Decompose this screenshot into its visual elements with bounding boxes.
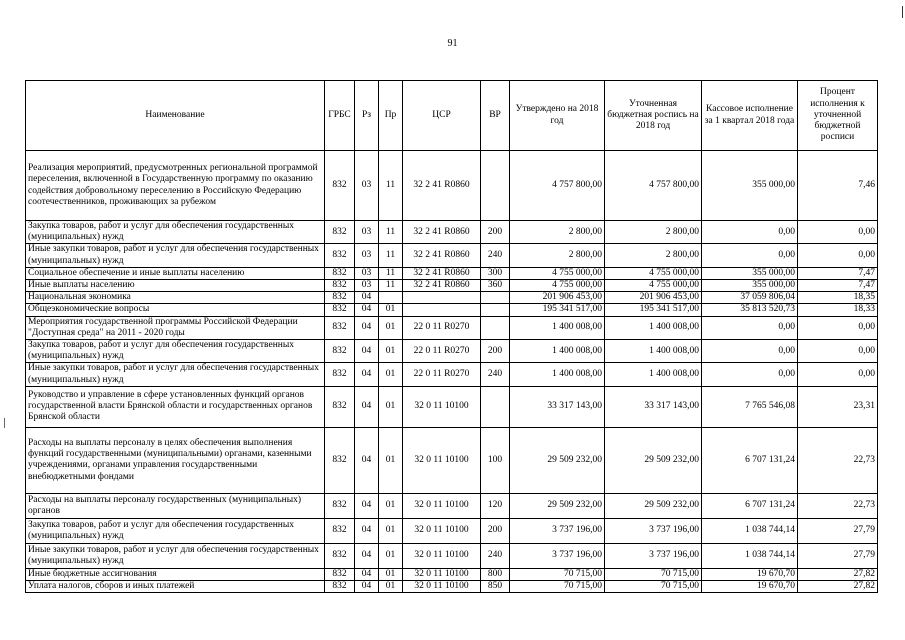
cell-percent: 0,00	[798, 244, 878, 267]
cell-csr: 32 2 41 R0860	[403, 221, 481, 244]
cell-name: Иные закупки товаров, работ и услуг для обеспечения государственных (муниципальных) нужд	[26, 244, 325, 267]
cell-vr	[481, 386, 510, 427]
col-header-grbs: ГРБС	[325, 81, 355, 151]
cell-name: Мероприятия государственной программы Российской Федерации "Доступная среда" на 2011 - 2020 годы	[26, 316, 325, 339]
cell-cash: 0,00	[702, 340, 798, 363]
cell-cash: 1 038 744,14	[702, 543, 798, 568]
cell-approved: 2 800,00	[510, 221, 605, 244]
cell-name: Руководство и управление в сфере установленных функций органов государственной власти Брянской области и государственных органов Брянской области	[26, 386, 325, 427]
col-header-pr: Пр	[379, 81, 403, 151]
cell-name: Закупка товаров, работ и услуг для обеспечения государственных (муниципальных) нужд	[26, 340, 325, 363]
cell-vr: 200	[481, 340, 510, 363]
cell-name: Иные выплаты населению	[26, 280, 325, 292]
table-row	[26, 543, 878, 568]
cell-approved: 29 509 232,00	[510, 427, 605, 493]
cell-grbs: 832	[325, 363, 355, 386]
table-row	[26, 568, 878, 580]
cell-revised: 1 400 008,00	[605, 316, 702, 339]
cell-rz: 04	[355, 543, 379, 568]
cell-name: Закупка товаров, работ и услуг для обеспечения государственных (муниципальных) нужд	[26, 518, 325, 543]
cell-csr	[403, 292, 481, 304]
cell-vr: 240	[481, 244, 510, 267]
col-header-vr: ВР	[481, 81, 510, 151]
cell-grbs: 832	[325, 304, 355, 316]
cell-cash: 7 765 546,08	[702, 386, 798, 427]
cell-cash: 35 813 520,73	[702, 304, 798, 316]
cell-name: Общеэкономические вопросы	[26, 304, 325, 316]
table-row	[26, 340, 878, 363]
cell-csr: 22 0 11 R0270	[403, 363, 481, 386]
cell-csr: 32 2 41 R0860	[403, 151, 481, 221]
cell-pr: 01	[379, 304, 403, 316]
cell-name: Национальная экономика	[26, 292, 325, 304]
table-row	[26, 363, 878, 386]
cell-percent: 27,82	[798, 581, 878, 593]
cell-rz: 03	[355, 151, 379, 221]
cell-cash: 0,00	[702, 244, 798, 267]
cell-revised: 29 509 232,00	[605, 493, 702, 518]
cell-vr	[481, 151, 510, 221]
cell-percent: 0,00	[798, 221, 878, 244]
cell-vr: 800	[481, 568, 510, 580]
cell-percent: 18,33	[798, 304, 878, 316]
cell-rz: 04	[355, 518, 379, 543]
cell-percent: 0,00	[798, 363, 878, 386]
cell-percent: 18,35	[798, 292, 878, 304]
cell-vr: 200	[481, 221, 510, 244]
cell-revised: 201 906 453,00	[605, 292, 702, 304]
cell-cash: 37 059 806,04	[702, 292, 798, 304]
cell-grbs: 832	[325, 340, 355, 363]
cell-revised: 70 715,00	[605, 581, 702, 593]
edge-mark	[4, 418, 5, 428]
cell-name: Закупка товаров, работ и услуг для обеспечения государственных (муниципальных) нужд	[26, 221, 325, 244]
cell-cash: 6 707 131,24	[702, 493, 798, 518]
cell-cash: 1 038 744,14	[702, 518, 798, 543]
cell-cash: 19 670,70	[702, 581, 798, 593]
cell-approved: 4 755 000,00	[510, 280, 605, 292]
cell-name: Расходы на выплаты персоналу в целях обеспечения выполнения функций государственными (муниципальными) органами, казенными учреждениями, органами управления государственными внебюджетными фондами	[26, 427, 325, 493]
cell-revised: 2 800,00	[605, 244, 702, 267]
col-header-revised: Уточненная бюджетная роспись на 2018 год	[605, 81, 702, 151]
cell-vr: 240	[481, 543, 510, 568]
cell-vr: 360	[481, 280, 510, 292]
cell-pr: 01	[379, 568, 403, 580]
cell-grbs: 832	[325, 518, 355, 543]
cell-vr: 240	[481, 363, 510, 386]
cell-approved: 1 400 008,00	[510, 363, 605, 386]
cell-pr: 11	[379, 221, 403, 244]
cell-pr: 01	[379, 363, 403, 386]
cell-percent: 0,00	[798, 340, 878, 363]
page-number: 91	[447, 38, 458, 49]
cell-csr: 32 0 11 10100	[403, 543, 481, 568]
budget-table	[25, 80, 878, 593]
cell-pr: 11	[379, 151, 403, 221]
cell-revised: 4 755 000,00	[605, 267, 702, 279]
cell-rz: 04	[355, 581, 379, 593]
cell-pr: 01	[379, 386, 403, 427]
cell-rz: 04	[355, 363, 379, 386]
cell-approved: 3 737 196,00	[510, 543, 605, 568]
cell-rz: 03	[355, 244, 379, 267]
cell-percent: 7,47	[798, 267, 878, 279]
cell-revised: 3 737 196,00	[605, 518, 702, 543]
cell-vr: 100	[481, 427, 510, 493]
cell-csr: 22 0 11 R0270	[403, 340, 481, 363]
cell-csr: 32 2 41 R0860	[403, 244, 481, 267]
cell-cash: 0,00	[702, 363, 798, 386]
cell-grbs: 832	[325, 267, 355, 279]
table-row	[26, 244, 878, 267]
cell-vr: 850	[481, 581, 510, 593]
cell-rz: 04	[355, 340, 379, 363]
cell-grbs: 832	[325, 427, 355, 493]
cell-grbs: 832	[325, 316, 355, 339]
cell-name: Иные закупки товаров, работ и услуг для обеспечения государственных (муниципальных) нужд	[26, 543, 325, 568]
cell-pr: 11	[379, 267, 403, 279]
cell-name: Расходы на выплаты персоналу государственных (муниципальных) органов	[26, 493, 325, 518]
cell-grbs: 832	[325, 493, 355, 518]
col-header-cash: Кассовое исполнение за 1 квартал 2018 года	[702, 81, 798, 151]
col-header-rz: Рз	[355, 81, 379, 151]
cell-approved: 70 715,00	[510, 568, 605, 580]
cell-pr: 01	[379, 316, 403, 339]
cell-cash: 0,00	[702, 316, 798, 339]
cell-vr	[481, 316, 510, 339]
cell-grbs: 832	[325, 543, 355, 568]
cell-name: Социальное обеспечение и иные выплаты населению	[26, 267, 325, 279]
cell-name: Иные закупки товаров, работ и услуг для обеспечения государственных (муниципальных) нужд	[26, 363, 325, 386]
cell-approved: 201 906 453,00	[510, 292, 605, 304]
cell-percent: 0,00	[798, 316, 878, 339]
cell-revised: 33 317 143,00	[605, 386, 702, 427]
cell-cash: 19 670,70	[702, 568, 798, 580]
cell-rz: 03	[355, 280, 379, 292]
col-header-approved: Утверждено на 2018 год	[510, 81, 605, 151]
cell-revised: 1 400 008,00	[605, 363, 702, 386]
table-row	[26, 221, 878, 244]
col-header-percent: Процент исполнения к уточненной бюджетной росписи	[798, 81, 878, 151]
cell-csr: 32 0 11 10100	[403, 427, 481, 493]
col-header-name: Наименование	[26, 81, 325, 151]
col-header-csr: ЦСР	[403, 81, 481, 151]
cell-rz: 04	[355, 386, 379, 427]
cell-rz: 04	[355, 427, 379, 493]
cell-csr	[403, 304, 481, 316]
cell-cash: 355 000,00	[702, 280, 798, 292]
cell-csr: 22 0 11 R0270	[403, 316, 481, 339]
cell-rz: 04	[355, 493, 379, 518]
cell-revised: 4 757 800,00	[605, 151, 702, 221]
cell-cash: 355 000,00	[702, 151, 798, 221]
table-row	[26, 581, 878, 593]
cell-pr: 01	[379, 340, 403, 363]
cell-csr: 32 0 11 10100	[403, 493, 481, 518]
cell-approved: 33 317 143,00	[510, 386, 605, 427]
table-row	[26, 316, 878, 339]
cell-revised: 1 400 008,00	[605, 340, 702, 363]
cell-pr	[379, 292, 403, 304]
cell-pr: 01	[379, 543, 403, 568]
cell-percent: 23,31	[798, 386, 878, 427]
cell-percent: 27,82	[798, 568, 878, 580]
cell-percent: 27,79	[798, 543, 878, 568]
cell-name: Иные бюджетные ассигнования	[26, 568, 325, 580]
table-header-row	[26, 81, 878, 151]
cell-rz: 04	[355, 568, 379, 580]
cell-grbs: 832	[325, 292, 355, 304]
cell-csr: 32 0 11 10100	[403, 518, 481, 543]
cell-grbs: 832	[325, 151, 355, 221]
cell-revised: 29 509 232,00	[605, 427, 702, 493]
cell-vr: 120	[481, 493, 510, 518]
cell-name: Уплата налогов, сборов и иных платежей	[26, 581, 325, 593]
cell-cash: 355 000,00	[702, 267, 798, 279]
cell-grbs: 832	[325, 221, 355, 244]
cell-approved: 4 755 000,00	[510, 267, 605, 279]
cell-revised: 2 800,00	[605, 221, 702, 244]
table-row	[26, 386, 878, 427]
cell-grbs: 832	[325, 568, 355, 580]
cell-approved: 4 757 800,00	[510, 151, 605, 221]
table-row	[26, 518, 878, 543]
cell-grbs: 832	[325, 244, 355, 267]
cell-approved: 3 737 196,00	[510, 518, 605, 543]
table-row	[26, 280, 878, 292]
cell-pr: 11	[379, 280, 403, 292]
cell-revised: 195 341 517,00	[605, 304, 702, 316]
cell-approved: 1 400 008,00	[510, 316, 605, 339]
cell-csr: 32 2 41 R0860	[403, 267, 481, 279]
edge-mark	[902, 6, 903, 18]
cell-pr: 01	[379, 493, 403, 518]
cell-rz: 04	[355, 304, 379, 316]
cell-rz: 04	[355, 316, 379, 339]
cell-grbs: 832	[325, 280, 355, 292]
cell-cash: 0,00	[702, 221, 798, 244]
cell-rz: 03	[355, 267, 379, 279]
cell-name: Реализация мероприятий, предусмотренных региональной программой переселения, включенной в Государственную программу по оказанию содействия добровольному переселению в Российскую Федерацию соотечественников, проживающих за рубежом	[26, 151, 325, 221]
cell-approved: 70 715,00	[510, 581, 605, 593]
cell-rz: 03	[355, 221, 379, 244]
table-row	[26, 427, 878, 493]
cell-csr: 32 0 11 10100	[403, 581, 481, 593]
cell-revised: 70 715,00	[605, 568, 702, 580]
cell-revised: 3 737 196,00	[605, 543, 702, 568]
table-row	[26, 151, 878, 221]
cell-approved: 1 400 008,00	[510, 340, 605, 363]
cell-approved: 195 341 517,00	[510, 304, 605, 316]
cell-vr	[481, 292, 510, 304]
cell-approved: 29 509 232,00	[510, 493, 605, 518]
cell-csr: 32 2 41 R0860	[403, 280, 481, 292]
cell-pr: 11	[379, 244, 403, 267]
cell-rz: 04	[355, 292, 379, 304]
cell-vr	[481, 304, 510, 316]
cell-percent: 22,73	[798, 493, 878, 518]
cell-vr: 300	[481, 267, 510, 279]
table-row	[26, 267, 878, 279]
cell-grbs: 832	[325, 386, 355, 427]
table-row	[26, 292, 878, 304]
cell-csr: 32 0 11 10100	[403, 386, 481, 427]
cell-pr: 01	[379, 427, 403, 493]
cell-pr: 01	[379, 518, 403, 543]
cell-grbs: 832	[325, 581, 355, 593]
table-row	[26, 304, 878, 316]
cell-approved: 2 800,00	[510, 244, 605, 267]
cell-revised: 4 755 000,00	[605, 280, 702, 292]
cell-percent: 7,46	[798, 151, 878, 221]
cell-percent: 7,47	[798, 280, 878, 292]
cell-csr: 32 0 11 10100	[403, 568, 481, 580]
cell-cash: 6 707 131,24	[702, 427, 798, 493]
cell-vr: 200	[481, 518, 510, 543]
table-row	[26, 493, 878, 518]
cell-pr: 01	[379, 581, 403, 593]
cell-percent: 22,73	[798, 427, 878, 493]
cell-percent: 27,79	[798, 518, 878, 543]
